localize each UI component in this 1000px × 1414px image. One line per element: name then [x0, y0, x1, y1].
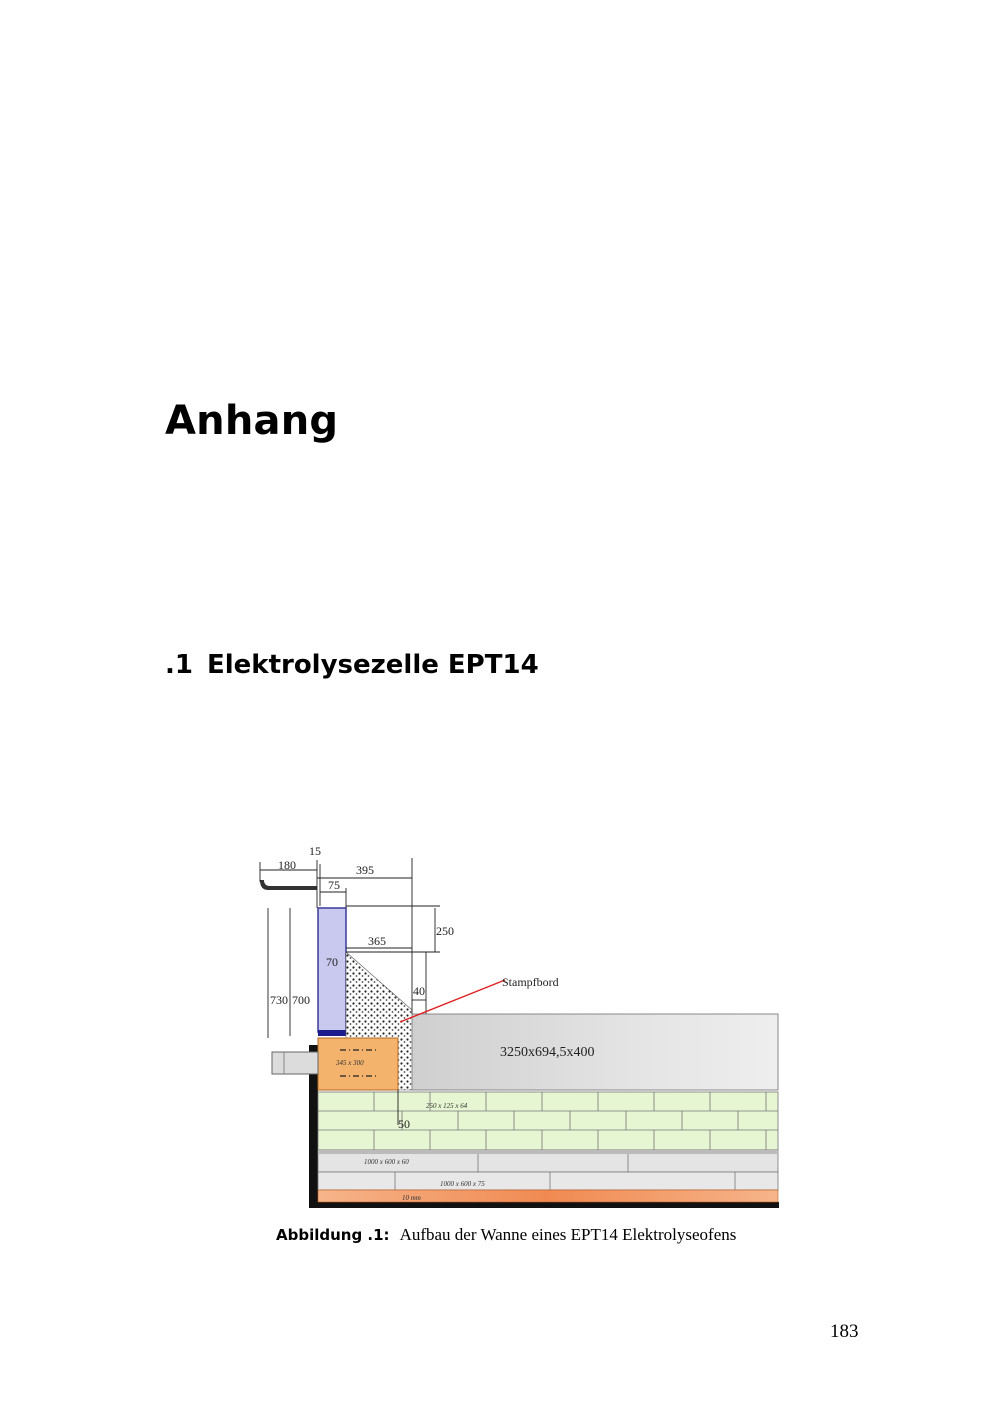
dim-395: 395 — [356, 863, 374, 877]
shell-rim — [260, 880, 317, 890]
carbon-block-label: 3250x694,5x400 — [500, 1045, 595, 1060]
dim-75: 75 — [328, 878, 340, 892]
section-title: Elektrolysezelle EPT14 — [206, 650, 539, 680]
brick-label: 250 x 125 x 64 — [426, 1102, 468, 1110]
cell-drawing — [250, 840, 780, 1210]
slab-layer-2 — [318, 1172, 778, 1190]
dim-50: 50 — [398, 1117, 410, 1131]
slab-60-label: 1000 x 600 x 60 — [364, 1158, 409, 1166]
insulation-bricks — [318, 1092, 778, 1150]
base-plate-label: 10 mm — [402, 1194, 421, 1202]
dim-730: 730 — [270, 993, 288, 1007]
side-block-label: 345 x 300 — [336, 1059, 364, 1067]
figure-caption — [276, 1225, 736, 1245]
section-heading — [165, 650, 539, 680]
base-plate — [318, 1190, 778, 1202]
slab-75-label: 1000 x 600 x 75 — [440, 1180, 485, 1188]
side-lining — [318, 908, 346, 1032]
cell-cross-section-figure — [250, 840, 780, 1210]
chapter-title: Anhang — [165, 398, 339, 444]
dim-250: 250 — [436, 924, 454, 938]
dim-180: 180 — [278, 858, 296, 872]
dim-40: 40 — [413, 984, 425, 998]
dim-15: 15 — [309, 844, 321, 858]
dim-365: 365 — [368, 934, 386, 948]
caption-label: Abbildung .1: — [276, 1226, 390, 1244]
dim-70: 70 — [326, 955, 338, 969]
page-number: 183 — [830, 1321, 859, 1342]
section-number: .1 — [165, 650, 193, 680]
collector-bar — [272, 1052, 318, 1074]
caption-text: Aufbau der Wanne eines EPT14 Elektrolyseofens — [399, 1225, 737, 1244]
stampfbord-label: Stampfbord — [502, 975, 559, 989]
dim-700: 700 — [292, 993, 310, 1007]
carbon-block — [412, 1014, 778, 1090]
side-lining-base — [318, 1030, 346, 1036]
shell-floor — [309, 1202, 779, 1208]
